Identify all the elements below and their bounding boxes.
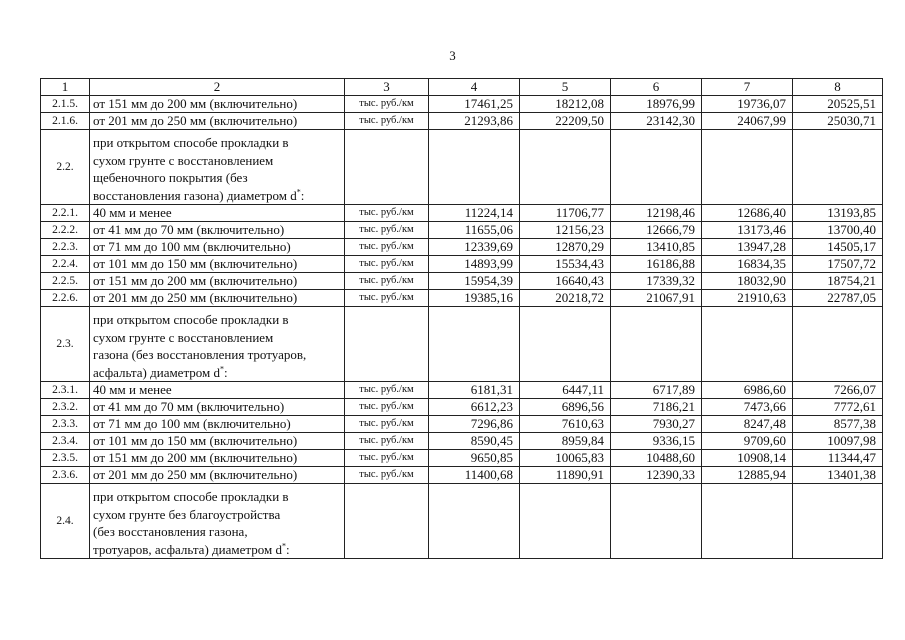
row-code: 2.3.5. [41, 450, 90, 467]
row-value-5: 6896,56 [520, 399, 611, 416]
row-code: 2.3.4. [41, 433, 90, 450]
row-description: от 201 мм до 250 мм (включительно) [90, 467, 345, 484]
row-description: от 201 мм до 250 мм (включительно) [90, 290, 345, 307]
row-code: 2.1.5. [41, 96, 90, 113]
row-value-6: 23142,30 [611, 113, 702, 130]
row-value-4: 19385,16 [429, 290, 520, 307]
row-description: от 41 мм до 70 мм (включительно) [90, 222, 345, 239]
column-number-1: 1 [41, 79, 90, 96]
section-colon: : [300, 187, 305, 203]
row-value-5: 20218,72 [520, 290, 611, 307]
row-value-7: 12885,94 [702, 467, 793, 484]
row-value-8: 18754,21 [793, 273, 883, 290]
row-value-8: 22787,05 [793, 290, 883, 307]
row-value-6: 16186,88 [611, 256, 702, 273]
row-value-4: 21293,86 [429, 113, 520, 130]
row-value-6: 7930,27 [611, 416, 702, 433]
table-row [41, 222, 883, 239]
empty-cell [793, 484, 883, 559]
column-number-6: 6 [611, 79, 702, 96]
column-number-4: 4 [429, 79, 520, 96]
row-value-8: 11344,47 [793, 450, 883, 467]
section-line: восстановления газона) диаметром d [93, 187, 297, 203]
row-value-5: 18212,08 [520, 96, 611, 113]
row-value-8: 25030,71 [793, 113, 883, 130]
row-value-8: 13193,85 [793, 205, 883, 222]
row-unit: тыс. руб./км [345, 256, 429, 273]
page-number: 3 [449, 48, 456, 63]
empty-cell [345, 130, 429, 205]
row-value-7: 21910,63 [702, 290, 793, 307]
row-code: 2.2.4. [41, 256, 90, 273]
row-value-5: 16640,43 [520, 273, 611, 290]
row-value-5: 8959,84 [520, 433, 611, 450]
row-value-8: 7266,07 [793, 382, 883, 399]
column-number-3: 3 [345, 79, 429, 96]
row-description: от 101 мм до 150 мм (включительно) [90, 433, 345, 450]
row-unit: тыс. руб./км [345, 239, 429, 256]
row-value-7: 19736,07 [702, 96, 793, 113]
column-number-8: 8 [793, 79, 883, 96]
row-unit: тыс. руб./км [345, 96, 429, 113]
row-unit: тыс. руб./км [345, 467, 429, 484]
column-number-row [41, 79, 883, 96]
empty-cell [611, 484, 702, 559]
section-code: 2.2. [41, 130, 90, 205]
row-value-4: 6181,31 [429, 382, 520, 399]
empty-cell [345, 307, 429, 382]
section-line: газона (без восстановления тротуаров, [93, 347, 307, 362]
row-unit: тыс. руб./км [345, 290, 429, 307]
section-line: при открытом способе прокладки в [93, 312, 289, 327]
section-line: (без восстановления газона, [93, 524, 248, 539]
row-value-5: 12870,29 [520, 239, 611, 256]
row-code: 2.2.6. [41, 290, 90, 307]
section-line: сухом грунте без благоустройства [93, 506, 281, 522]
table-row [41, 433, 883, 450]
row-value-8: 7772,61 [793, 399, 883, 416]
table-row [41, 290, 883, 307]
section-description [90, 130, 345, 205]
section-colon: : [224, 364, 228, 380]
footnote-mark: * [220, 364, 225, 374]
empty-cell [702, 484, 793, 559]
row-code: 2.2.3. [41, 239, 90, 256]
row-value-7: 13947,28 [702, 239, 793, 256]
row-description: от 151 мм до 200 мм (включительно) [90, 96, 345, 113]
row-value-6: 6717,89 [611, 382, 702, 399]
row-code: 2.2.1. [41, 205, 90, 222]
table-row [41, 256, 883, 273]
section-colon: : [285, 541, 290, 557]
row-unit: тыс. руб./км [345, 222, 429, 239]
row-value-7: 12686,40 [702, 205, 793, 222]
row-unit: тыс. руб./км [345, 399, 429, 416]
row-unit: тыс. руб./км [345, 416, 429, 433]
row-value-8: 17507,72 [793, 256, 883, 273]
empty-cell [520, 130, 611, 205]
row-value-4: 12339,69 [429, 239, 520, 256]
row-value-4: 8590,45 [429, 433, 520, 450]
table-row [41, 450, 883, 467]
row-value-4: 17461,25 [429, 96, 520, 113]
row-code: 2.2.2. [41, 222, 90, 239]
row-code: 2.3.6. [41, 467, 90, 484]
row-value-7: 10908,14 [702, 450, 793, 467]
empty-cell [345, 484, 429, 559]
empty-cell [611, 307, 702, 382]
row-value-8: 13700,40 [793, 222, 883, 239]
column-number-2: 2 [90, 79, 345, 96]
row-description: от 201 мм до 250 мм (включительно) [90, 113, 345, 130]
row-value-6: 7186,21 [611, 399, 702, 416]
row-value-6: 12198,46 [611, 205, 702, 222]
row-code: 2.2.5. [41, 273, 90, 290]
row-unit: тыс. руб./км [345, 382, 429, 399]
column-number-5: 5 [520, 79, 611, 96]
empty-cell [520, 484, 611, 559]
empty-cell [702, 130, 793, 205]
row-unit: тыс. руб./км [345, 205, 429, 222]
section-line: асфальта) диаметром d [93, 364, 221, 380]
row-value-6: 21067,91 [611, 290, 702, 307]
table-row [41, 416, 883, 433]
row-code: 2.3.3. [41, 416, 90, 433]
row-value-4: 15954,39 [429, 273, 520, 290]
table-row [41, 96, 883, 113]
row-code: 2.3.2. [41, 399, 90, 416]
row-value-7: 13173,46 [702, 222, 793, 239]
row-value-5: 10065,83 [520, 450, 611, 467]
row-value-4: 11224,14 [429, 205, 520, 222]
empty-cell [702, 307, 793, 382]
row-value-5: 11706,77 [520, 205, 611, 222]
row-value-5: 7610,63 [520, 416, 611, 433]
row-value-7: 24067,99 [702, 113, 793, 130]
row-unit: тыс. руб./км [345, 450, 429, 467]
section-description [90, 307, 345, 382]
row-value-6: 10488,60 [611, 450, 702, 467]
row-value-8: 8577,38 [793, 416, 883, 433]
section-row [41, 307, 883, 382]
row-description: от 101 мм до 150 мм (включительно) [90, 256, 345, 273]
empty-cell [793, 307, 883, 382]
row-value-5: 15534,43 [520, 256, 611, 273]
empty-cell [429, 484, 520, 559]
row-value-7: 6986,60 [702, 382, 793, 399]
row-value-6: 12666,79 [611, 222, 702, 239]
row-value-7: 18032,90 [702, 273, 793, 290]
row-unit: тыс. руб./км [345, 113, 429, 130]
table-row [41, 239, 883, 256]
column-number-7: 7 [702, 79, 793, 96]
section-line: тротуаров, асфальта) диаметром d [93, 541, 282, 557]
section-line: при открытом способе прокладки в [93, 135, 289, 150]
section-code: 2.4. [41, 484, 90, 559]
row-description: от 151 мм до 200 мм (включительно) [90, 273, 345, 290]
row-value-4: 6612,23 [429, 399, 520, 416]
section-line: при открытом способе прокладки в [93, 489, 289, 504]
tariff-table [40, 78, 883, 559]
table-row [41, 113, 883, 130]
row-value-6: 18976,99 [611, 96, 702, 113]
row-value-6: 17339,32 [611, 273, 702, 290]
row-value-8: 10097,98 [793, 433, 883, 450]
empty-cell [520, 307, 611, 382]
row-value-5: 12156,23 [520, 222, 611, 239]
section-line: сухом грунте с восстановлением [93, 329, 274, 345]
row-description: 40 мм и менее [90, 382, 345, 399]
row-value-4: 11400,68 [429, 467, 520, 484]
table-row [41, 382, 883, 399]
row-description: 40 мм и менее [90, 205, 345, 222]
row-value-5: 11890,91 [520, 467, 611, 484]
row-value-7: 8247,48 [702, 416, 793, 433]
section-description [90, 484, 345, 559]
empty-cell [611, 130, 702, 205]
empty-cell [429, 130, 520, 205]
row-code: 2.1.6. [41, 113, 90, 130]
row-value-5: 22209,50 [520, 113, 611, 130]
row-value-6: 12390,33 [611, 467, 702, 484]
table-row [41, 467, 883, 484]
row-value-6: 13410,85 [611, 239, 702, 256]
row-description: от 71 мм до 100 мм (включительно) [90, 416, 345, 433]
row-unit: тыс. руб./км [345, 433, 429, 450]
row-value-8: 13401,38 [793, 467, 883, 484]
row-description: от 71 мм до 100 мм (включительно) [90, 239, 345, 256]
row-code: 2.3.1. [41, 382, 90, 399]
section-row [41, 130, 883, 205]
table-row [41, 205, 883, 222]
section-code: 2.3. [41, 307, 90, 382]
footnote-mark: * [296, 187, 301, 197]
row-value-4: 14893,99 [429, 256, 520, 273]
row-value-4: 7296,86 [429, 416, 520, 433]
section-last-line [93, 364, 341, 382]
row-value-7: 7473,66 [702, 399, 793, 416]
row-unit: тыс. руб./км [345, 273, 429, 290]
empty-cell [429, 307, 520, 382]
row-value-4: 9650,85 [429, 450, 520, 467]
row-value-8: 20525,51 [793, 96, 883, 113]
row-description: от 41 мм до 70 мм (включительно) [90, 399, 345, 416]
section-last-line [93, 541, 341, 559]
row-description: от 151 мм до 200 мм (включительно) [90, 450, 345, 467]
section-last-line [93, 187, 341, 205]
row-value-7: 16834,35 [702, 256, 793, 273]
row-value-5: 6447,11 [520, 382, 611, 399]
row-value-6: 9336,15 [611, 433, 702, 450]
row-value-4: 11655,06 [429, 222, 520, 239]
table-body [41, 79, 883, 559]
row-value-8: 14505,17 [793, 239, 883, 256]
row-value-7: 9709,60 [702, 433, 793, 450]
section-row [41, 484, 883, 559]
table-row [41, 273, 883, 290]
table-row [41, 399, 883, 416]
section-line: сухом грунте с восстановлением [93, 152, 274, 168]
footnote-mark: * [281, 541, 286, 551]
empty-cell [793, 130, 883, 205]
section-line: щебеночного покрытия (без [93, 170, 248, 185]
